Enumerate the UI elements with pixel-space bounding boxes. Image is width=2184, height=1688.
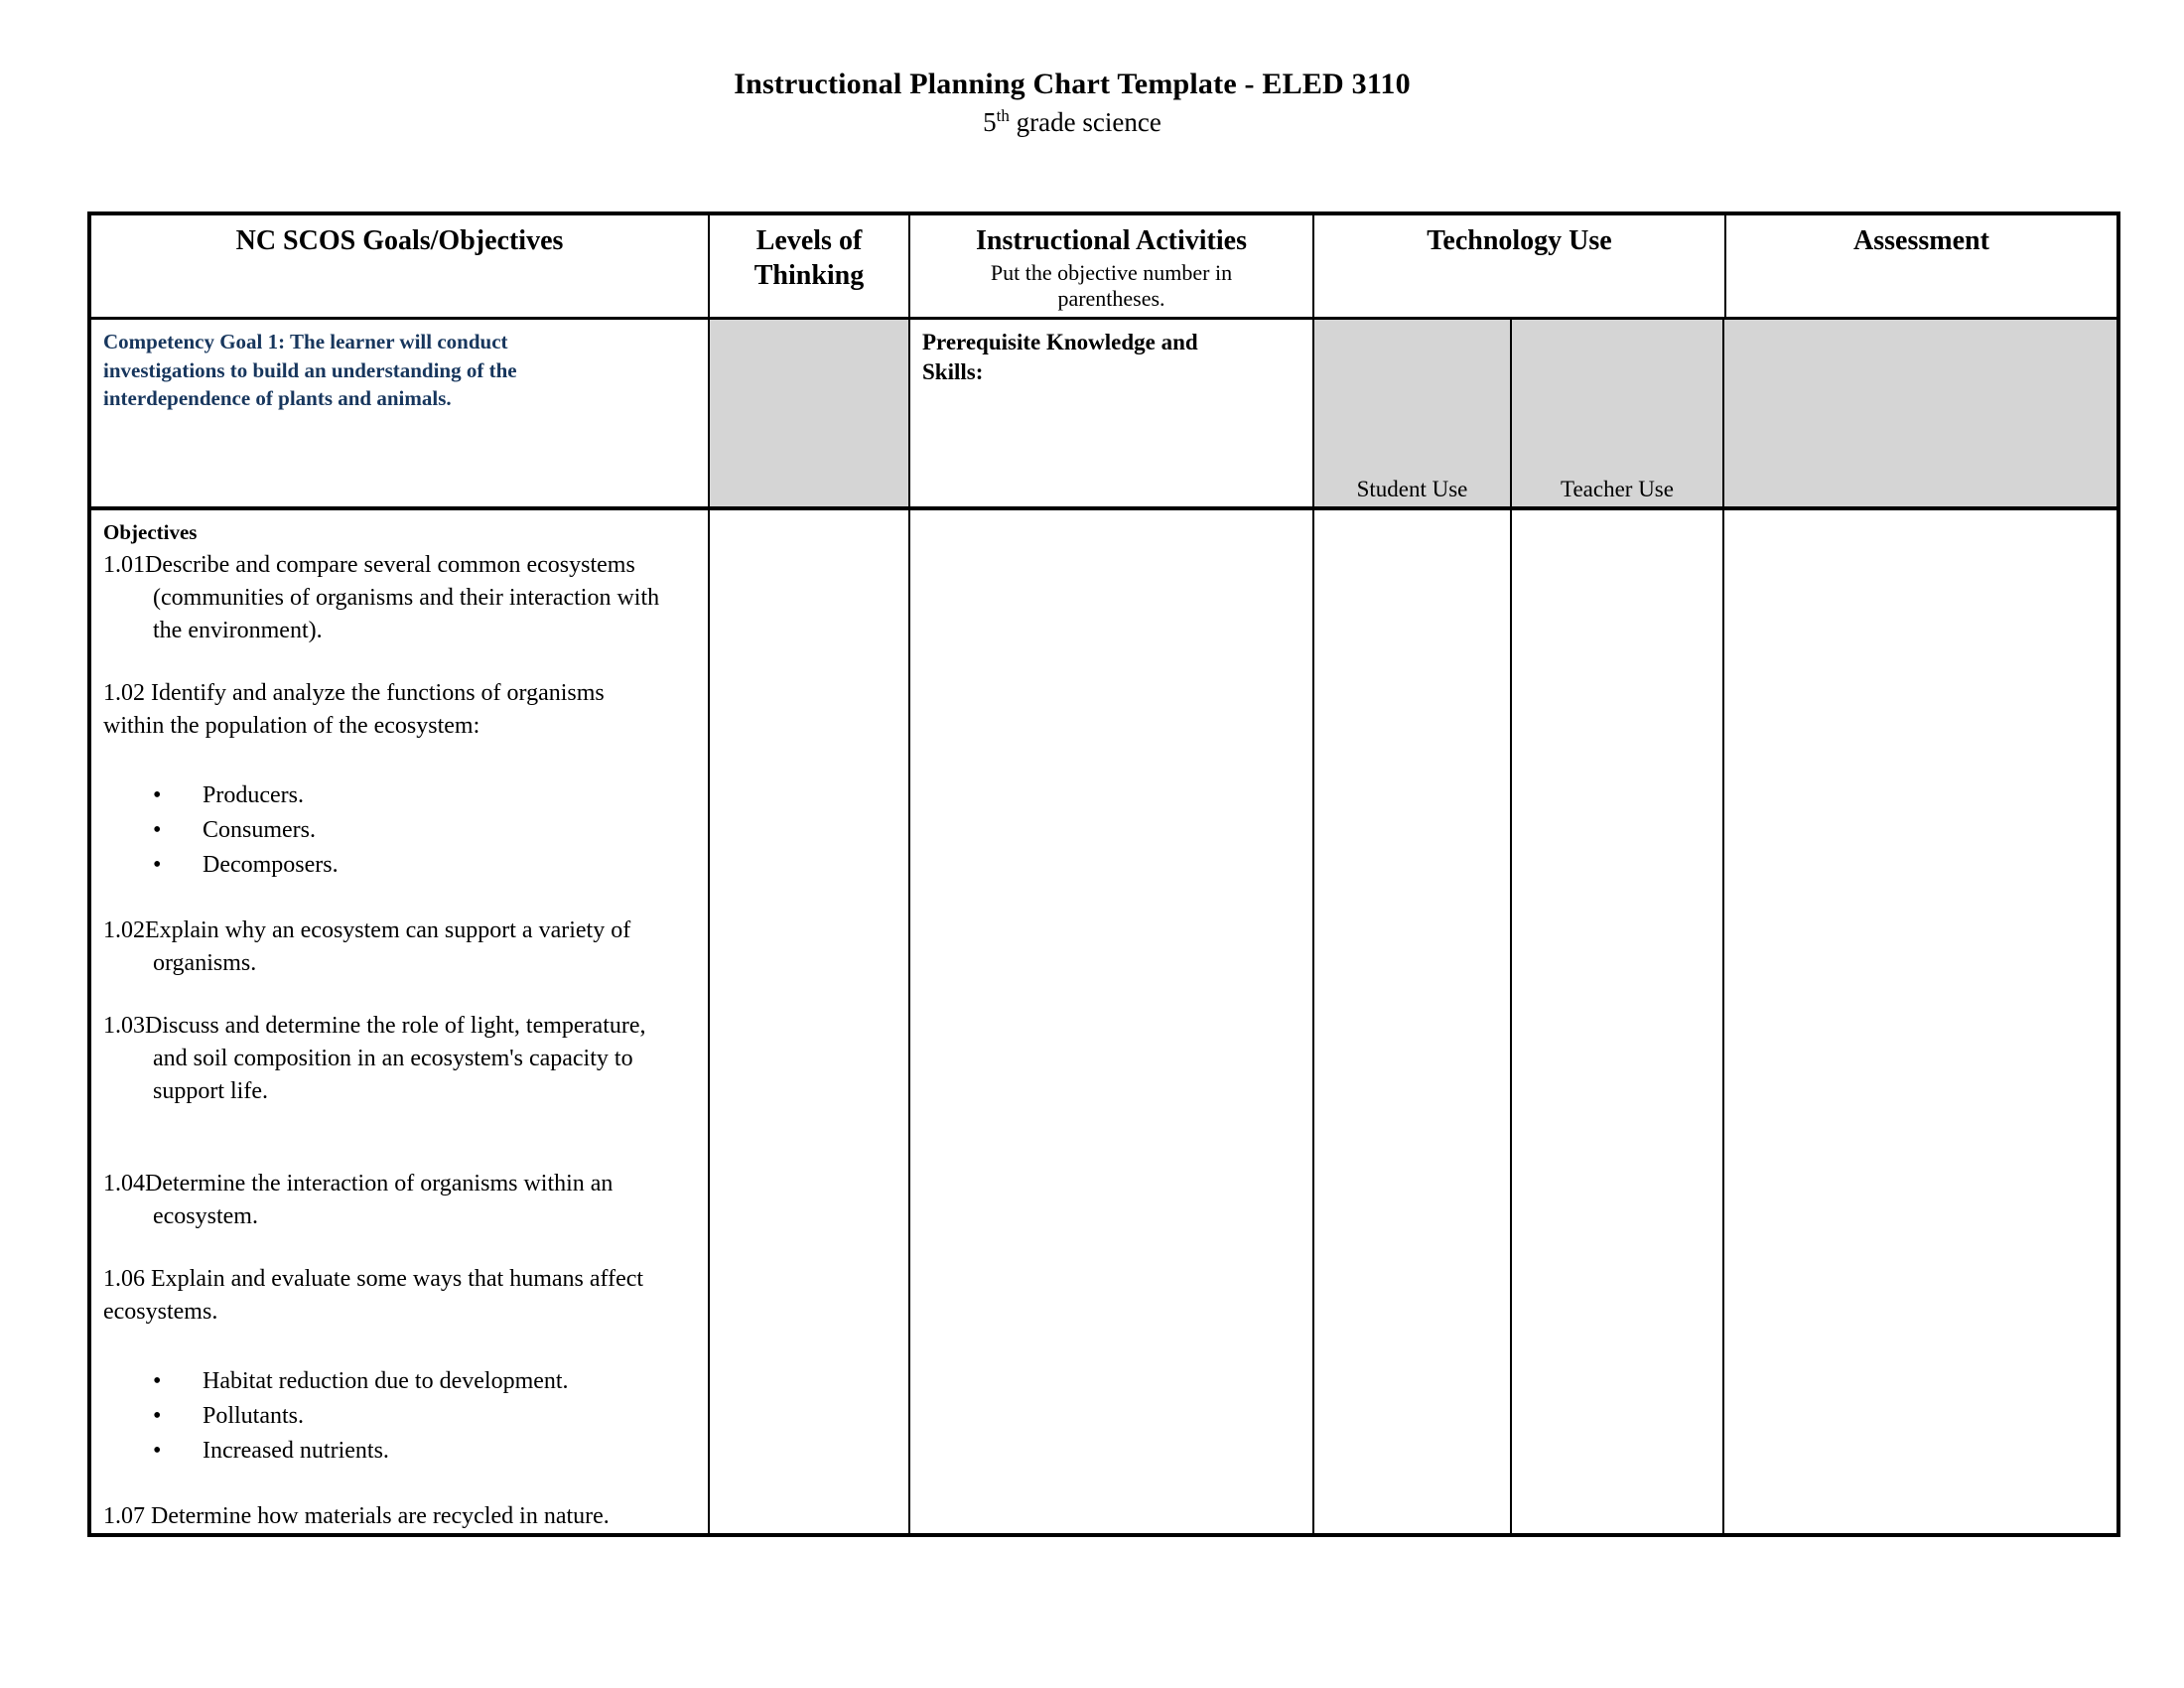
- objectives-row: [91, 510, 2116, 1533]
- grade-number: 5: [983, 107, 997, 137]
- levels-entry-cell: [710, 510, 910, 1533]
- header-levels-label: Levels of Thinking: [753, 225, 865, 291]
- list-item: [103, 1364, 698, 1399]
- header-goals-objectives: [91, 215, 710, 320]
- list-item-text: Increased nutrients.: [203, 1438, 389, 1464]
- bullet-icon: •: [153, 817, 162, 843]
- levels-shaded-cell: [710, 320, 910, 510]
- list-item-text: Decomposers.: [203, 852, 339, 878]
- objectives-heading: Objectives: [103, 520, 198, 544]
- objective-1-04: 1.04Determine the interaction of organisms within an ecosystem.: [103, 1171, 614, 1229]
- list-item: [103, 1434, 698, 1469]
- list-item-text: Producers.: [203, 782, 304, 808]
- competency-goal-text: Competency Goal 1: The learner will conduct investigations to build an understanding of the interdependence of plants and animals.: [103, 330, 517, 410]
- grade-text: grade science: [1009, 107, 1161, 137]
- objective-1-03: 1.03Discuss and determine the role of light, temperature, and soil composition in an ecosystem's capacity to support life.: [103, 1013, 646, 1104]
- document-header: [0, 68, 2144, 138]
- human-effects-list: [103, 1364, 698, 1469]
- header-levels-of-thinking: [710, 215, 910, 320]
- objective-1-07: 1.07 Determine how materials are recycled in nature.: [103, 1503, 610, 1529]
- bullet-icon: •: [153, 1368, 162, 1394]
- assessment-entry-cell: [1724, 510, 2116, 1533]
- teacher-use-label: Teacher Use: [1561, 477, 1674, 501]
- document-title: Instructional Planning Chart Template - ELED 3110: [734, 68, 1411, 100]
- bullet-icon: •: [153, 782, 162, 808]
- grade-ordinal: th: [996, 106, 1010, 125]
- bullet-icon: •: [153, 1403, 162, 1429]
- assessment-shaded-cell: [1724, 320, 2116, 510]
- teacher-use-cell: [1512, 320, 1724, 510]
- bullet-icon: •: [153, 1438, 162, 1464]
- teacher-use-entry-cell: [1512, 510, 1724, 1533]
- prerequisite-cell: [910, 320, 1314, 510]
- competency-goal-cell: [91, 320, 710, 510]
- organism-functions-list: [103, 778, 698, 883]
- header-goals-label: NC SCOS Goals/Objectives: [235, 225, 564, 256]
- list-item: [103, 1399, 698, 1434]
- header-activities-label: Instructional Activities: [976, 225, 1247, 256]
- objective-1-02-identify: 1.02 Identify and analyze the functions of organisms within the population of the ecosystem:: [103, 680, 605, 739]
- list-item: [103, 778, 698, 813]
- list-item: [103, 848, 698, 883]
- header-technology-use: [1314, 215, 1726, 320]
- planning-chart-table: [87, 211, 2120, 1537]
- objectives-cell: [91, 510, 710, 1533]
- list-item-text: Consumers.: [203, 817, 316, 843]
- activities-entry-cell: [910, 510, 1314, 1533]
- student-use-entry-cell: [1314, 510, 1512, 1533]
- table-header-row: [91, 215, 2116, 320]
- prerequisite-label: Prerequisite Knowledge and Skills:: [922, 330, 1198, 385]
- header-activities-note: Put the objective number in parentheses.: [990, 260, 1233, 312]
- objective-1-06: 1.06 Explain and evaluate some ways that humans affect ecosystems.: [103, 1266, 644, 1325]
- list-item-text: Habitat reduction due to development.: [203, 1368, 569, 1394]
- list-item: [103, 813, 698, 848]
- competency-goal-row: [91, 320, 2116, 510]
- objective-1-02-explain: 1.02Explain why an ecosystem can support a variety of organisms.: [103, 917, 631, 976]
- student-use-label: Student Use: [1356, 477, 1468, 501]
- document-subtitle: [0, 107, 2144, 138]
- student-use-cell: [1314, 320, 1512, 510]
- header-assessment: [1726, 215, 2116, 320]
- bullet-icon: •: [153, 852, 162, 878]
- header-instructional-activities: [910, 215, 1314, 320]
- list-item-text: Pollutants.: [203, 1403, 305, 1429]
- header-technology-label: Technology Use: [1427, 225, 1612, 256]
- header-assessment-label: Assessment: [1853, 225, 1989, 256]
- objective-1-01: 1.01Describe and compare several common ecosystems (communities of organisms and their interaction with the environment).: [103, 552, 660, 643]
